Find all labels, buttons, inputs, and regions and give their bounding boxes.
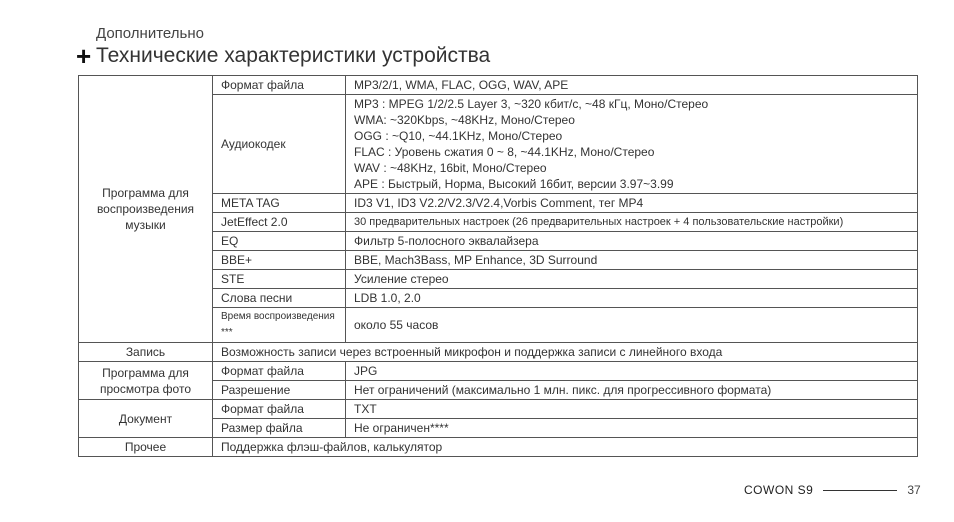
row-label: BBE+ xyxy=(213,251,346,270)
row-value: Фильтр 5-полосного эквалайзера xyxy=(346,232,918,251)
footer-divider xyxy=(823,490,897,491)
codec-line: MP3 : MPEG 1/2/2.5 Layer 3, ~320 кбит/с, ~48 кГц, Моно/Стерео xyxy=(354,97,709,111)
row-value: TXT xyxy=(346,400,918,419)
table-row xyxy=(79,343,918,362)
codec-line: FLAC : Уровень сжатия 0 ~ 8, ~44.1KHz, Моно/Стерео xyxy=(354,145,655,159)
row-label: META TAG xyxy=(213,194,346,213)
row-label: EQ xyxy=(213,232,346,251)
row-label: Аудиокодек xyxy=(213,95,346,194)
row-value: Нет ограничений (максимально 1 млн. пикс. для прогрессивного формата) xyxy=(346,381,918,400)
row-value: 30 предварительных настроек (26 предварительных настроек + 4 пользовательские настройки) xyxy=(346,213,918,232)
category-photo: Программа для просмотра фото xyxy=(79,362,213,400)
row-label: STE xyxy=(213,270,346,289)
row-value: Усиление стерео xyxy=(346,270,918,289)
page-title: Технические характеристики устройства xyxy=(96,44,491,67)
page-footer xyxy=(744,483,921,497)
row-value: JPG xyxy=(346,362,918,381)
row-label: Слова песни xyxy=(213,289,346,308)
row-label: Формат файла xyxy=(213,362,346,381)
page-title-row xyxy=(76,43,490,69)
row-value: Возможность записи через встроенный микрофон и поддержка записи с линейного входа xyxy=(213,343,918,362)
footer-brand: COWON S9 xyxy=(744,483,814,497)
category-record: Запись xyxy=(79,343,213,362)
row-label: Формат файла xyxy=(213,400,346,419)
row-label: Время воспроизведения *** xyxy=(213,308,346,343)
row-value: около 55 часов xyxy=(346,308,918,343)
codec-line: APE : Быстрый, Норма, Высокий 16бит, версии 3.97~3.99 xyxy=(354,177,674,191)
page-number: 37 xyxy=(907,483,921,497)
row-label: JetEffect 2.0 xyxy=(213,213,346,232)
codec-line: OGG : ~Q10, ~44.1KHz, Моно/Стерео xyxy=(354,129,563,143)
row-value: MP3/2/1, WMA, FLAC, OGG, WAV, APE xyxy=(346,76,918,95)
section-label: Дополнительно xyxy=(96,25,204,42)
spec-table xyxy=(78,75,918,457)
codec-line: WAV : ~48KHz, 16bit, Моно/Стерео xyxy=(354,161,547,175)
codec-line: WMA: ~320Kbps, ~48KHz, Моно/Стерео xyxy=(354,113,575,127)
table-row xyxy=(79,76,918,95)
row-value-codec xyxy=(346,95,918,194)
row-label: Формат файла xyxy=(213,76,346,95)
row-value: ID3 V1, ID3 V2.2/V2.3/V2.4,Vorbis Comment, тег MP4 xyxy=(346,194,918,213)
table-row xyxy=(79,400,918,419)
row-label: Разрешение xyxy=(213,381,346,400)
category-document: Документ xyxy=(79,400,213,438)
row-value: Поддержка флэш-файлов, калькулятор xyxy=(213,438,918,457)
category-other: Прочее xyxy=(79,438,213,457)
category-music: Программа для воспроизведения музыки xyxy=(79,76,213,343)
row-value: BBE, Mach3Bass, MP Enhance, 3D Surround xyxy=(346,251,918,270)
row-value: LDB 1.0, 2.0 xyxy=(346,289,918,308)
row-label: Размер файла xyxy=(213,419,346,438)
row-value: Не ограничен**** xyxy=(346,419,918,438)
table-row xyxy=(79,362,918,381)
table-row xyxy=(79,438,918,457)
plus-icon: + xyxy=(76,41,92,71)
